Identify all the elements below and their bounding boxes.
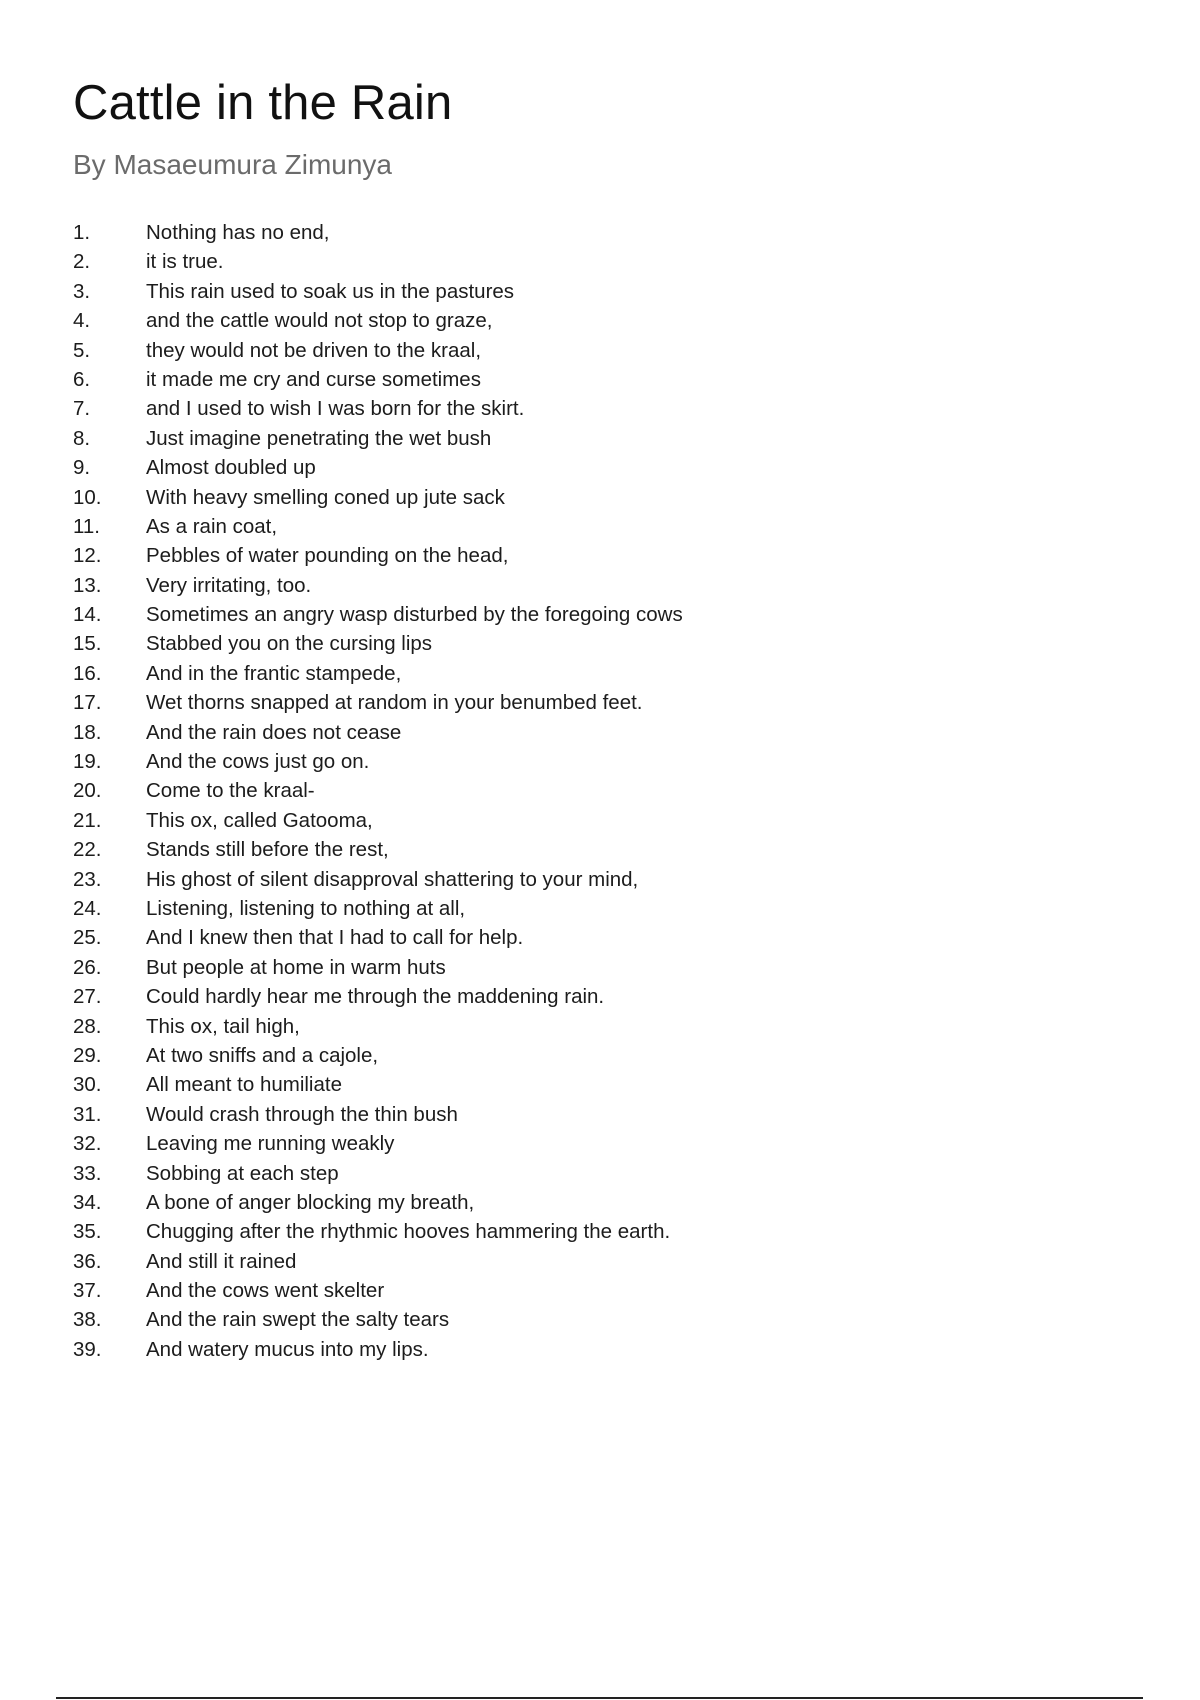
line-text: Chugging after the rhythmic hooves hammering the earth. (146, 1220, 671, 1244)
poem-line (73, 1305, 683, 1334)
line-text: This rain used to soak us in the pastures (146, 279, 515, 303)
line-number: 36. (73, 1249, 102, 1273)
line-number: 35. (73, 1220, 102, 1244)
poem-line (73, 306, 683, 335)
poem-line (73, 424, 683, 453)
line-number: 4. (73, 309, 91, 333)
line-number: 2. (73, 250, 91, 274)
line-text: And the rain does not cease (146, 720, 402, 744)
line-text: And the rain swept the salty tears (146, 1308, 450, 1332)
line-text: and I used to wish I was born for the skirt. (146, 397, 525, 421)
line-text: With heavy smelling coned up jute sack (146, 485, 505, 509)
poem-line (73, 541, 683, 570)
line-text: it made me cry and curse sometimes (146, 367, 481, 391)
line-text: Leaving me running weakly (146, 1132, 395, 1156)
line-text: Just imagine penetrating the wet bush (146, 426, 492, 450)
line-number: 7. (73, 397, 91, 421)
line-text: Would crash through the thin bush (146, 1102, 458, 1126)
line-number: 29. (73, 1043, 102, 1067)
line-number: 26. (73, 955, 102, 979)
poem-line (73, 629, 683, 658)
line-number: 30. (73, 1073, 102, 1097)
line-text: And I knew then that I had to call for help. (146, 926, 524, 950)
line-number: 13. (73, 573, 102, 597)
line-number: 19. (73, 750, 102, 774)
poem-author: By Masaeumura Zimunya (73, 149, 393, 180)
line-number: 9. (73, 456, 91, 480)
line-number: 39. (73, 1337, 102, 1361)
line-number: 21. (73, 808, 102, 832)
line-number: 11. (73, 514, 100, 538)
line-text: and the cattle would not stop to graze, (146, 309, 493, 333)
line-text: And watery mucus into my lips. (146, 1337, 429, 1361)
poem-line (73, 659, 683, 688)
line-number: 27. (73, 985, 102, 1009)
line-text: And the cows just go on. (146, 750, 370, 774)
poem-line (73, 718, 683, 747)
poem-line (73, 894, 683, 923)
poem-line (73, 923, 683, 952)
line-number: 5. (73, 338, 91, 362)
line-text: Stands still before the rest, (146, 838, 389, 862)
line-number: 23. (73, 867, 102, 891)
line-number: 31. (73, 1102, 102, 1126)
line-number: 25. (73, 926, 102, 950)
line-number: 18. (73, 720, 102, 744)
line-text: Wet thorns snapped at random in your benumbed feet. (146, 691, 643, 715)
line-text: This ox, tail high, (146, 1014, 300, 1038)
line-number: 1. (73, 221, 91, 244)
line-text: Stabbed you on the cursing lips (146, 632, 433, 656)
line-number: 32. (73, 1132, 102, 1156)
line-number: 17. (73, 691, 102, 715)
poem-line (73, 571, 683, 600)
line-text: Nothing has no end, (146, 221, 330, 244)
poem-line (73, 394, 683, 423)
line-number: 22. (73, 838, 102, 862)
line-text: This ox, called Gatooma, (146, 808, 373, 832)
line-text: they would not be driven to the kraal, (146, 338, 482, 362)
line-text: All meant to humiliate (146, 1073, 342, 1097)
poem-line (73, 1129, 683, 1158)
line-text: A bone of anger blocking my breath, (146, 1190, 475, 1214)
poem-line (73, 453, 683, 482)
poem-line (73, 747, 683, 776)
line-text: Sobbing at each step (146, 1161, 339, 1185)
line-number: 15. (73, 632, 102, 656)
poem-line (73, 1276, 683, 1305)
poem-line (73, 512, 683, 541)
line-number: 37. (73, 1279, 102, 1303)
line-number: 34. (73, 1190, 102, 1214)
line-number: 3. (73, 279, 91, 303)
line-number: 16. (73, 661, 102, 685)
poem-line (73, 1159, 683, 1188)
line-number: 6. (73, 367, 91, 391)
line-number: 20. (73, 779, 102, 803)
line-number: 12. (73, 544, 102, 568)
poem-line (73, 1217, 683, 1246)
line-number: 8. (73, 426, 91, 450)
line-text: Very irritating, too. (146, 573, 312, 597)
line-text: And in the frantic stampede, (146, 661, 402, 685)
poem-line (73, 982, 683, 1011)
poem-line (73, 336, 683, 365)
line-text: And still it rained (146, 1249, 297, 1273)
poem-line (73, 688, 683, 717)
poem-lines (73, 218, 683, 1364)
line-text: And the cows went skelter (146, 1279, 385, 1303)
line-number: 10. (73, 485, 102, 509)
poem-line (73, 865, 683, 894)
line-number: 14. (73, 603, 102, 627)
line-number: 33. (73, 1161, 102, 1185)
line-text: But people at home in warm huts (146, 955, 446, 979)
poem-line (73, 1070, 683, 1099)
line-text: At two sniffs and a cajole, (146, 1043, 379, 1067)
line-number: 38. (73, 1308, 102, 1332)
poem-line (73, 1335, 683, 1364)
line-text: it is true. (146, 250, 224, 274)
poem-line (73, 600, 683, 629)
line-text: As a rain coat, (146, 514, 278, 538)
line-text: Almost doubled up (146, 456, 316, 480)
poem-line (73, 1100, 683, 1129)
poem-line (73, 1247, 683, 1276)
poem-line (73, 1188, 683, 1217)
poem-line (73, 806, 683, 835)
poem-line (73, 953, 683, 982)
line-number: 24. (73, 896, 102, 920)
line-number: 28. (73, 1014, 102, 1038)
poem-line (73, 247, 683, 276)
line-text: Sometimes an angry wasp disturbed by the foregoing cows (146, 603, 683, 627)
poem-line (73, 365, 683, 394)
poem-line (73, 776, 683, 805)
line-text: Could hardly hear me through the maddening rain. (146, 985, 605, 1009)
poem-line (73, 218, 683, 247)
poem-line (73, 1041, 683, 1070)
poem-line (73, 483, 683, 512)
poem-line (73, 835, 683, 864)
line-text: Come to the kraal- (146, 779, 315, 803)
poem-title: Cattle in the Rain (73, 76, 453, 130)
poem-line (73, 277, 683, 306)
line-text: Pebbles of water pounding on the head, (146, 544, 509, 568)
line-text: His ghost of silent disapproval shattering to your mind, (146, 867, 639, 891)
page-divider (56, 1697, 1143, 1699)
poem-line (73, 1012, 683, 1041)
line-text: Listening, listening to nothing at all, (146, 896, 466, 920)
